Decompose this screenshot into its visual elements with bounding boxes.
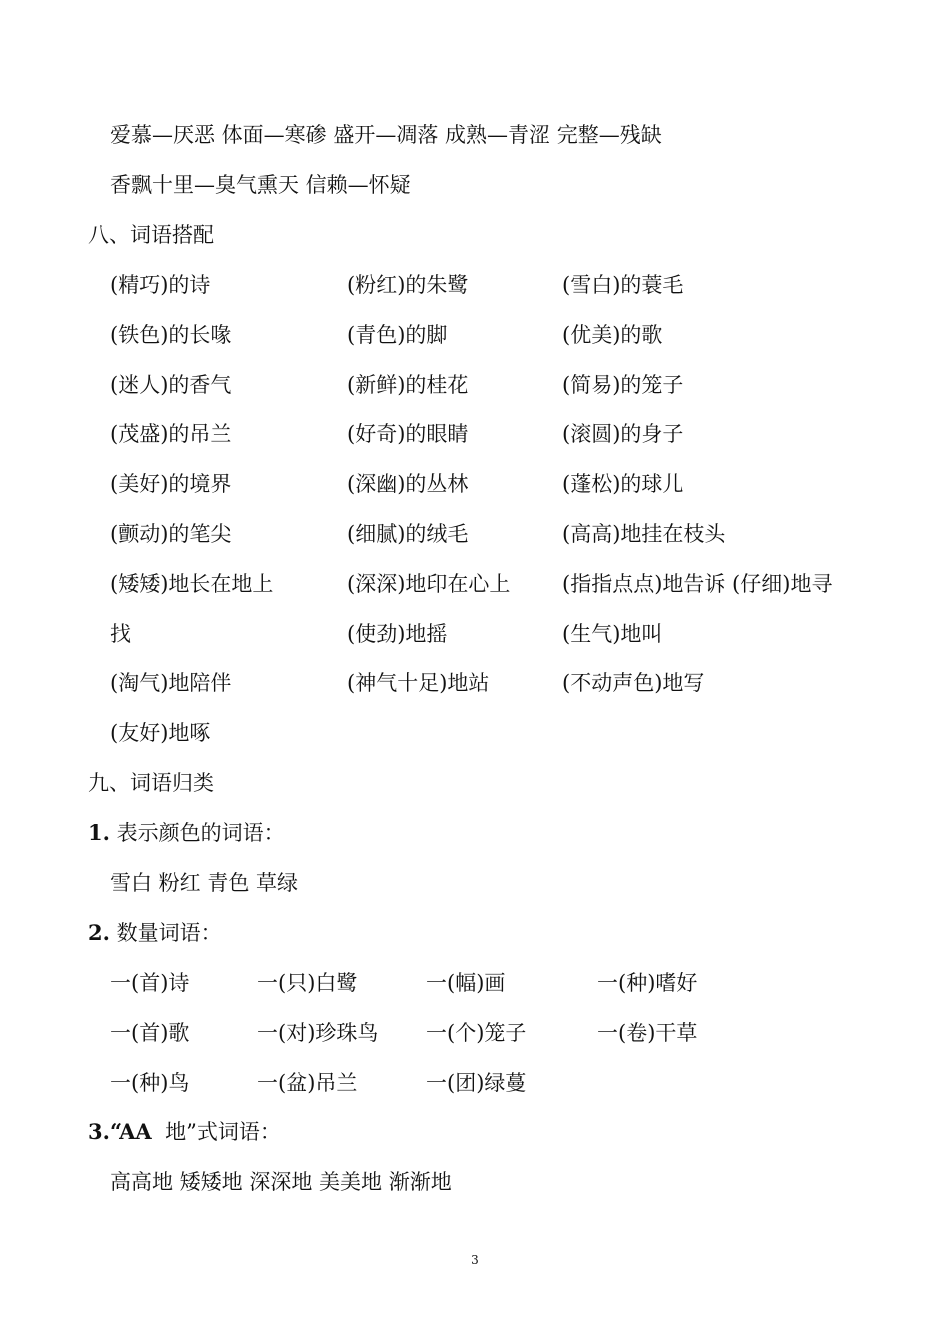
- quantity-word: 一(种)鸟: [110, 1071, 190, 1095]
- quantity-word: 一(首)歌: [110, 1021, 190, 1045]
- collocation-cell: (铁色)的长喙: [110, 323, 232, 347]
- collocation-cell: (新鲜)的桂花: [347, 373, 469, 397]
- page-number: 3: [471, 1253, 479, 1267]
- item-3-number: 3.: [88, 1119, 110, 1144]
- item-1-number: 1.: [88, 820, 110, 845]
- aa-words: 高高地 矮矮地 深深地 美美地 渐渐地: [110, 1170, 452, 1194]
- item-3-label: 地”式词语：: [165, 1120, 281, 1144]
- collocation-cell: (美好)的境界: [110, 472, 232, 496]
- collocation-cell: (深深)地印在心上: [347, 572, 511, 596]
- collocation-cell: (神气十足)地站: [347, 671, 490, 695]
- collocation-cell: (青色)的脚: [347, 323, 448, 347]
- collocation-cell: (滚圆)的身子: [562, 422, 684, 446]
- collocation-cell: (优美)的歌: [562, 323, 663, 347]
- quantity-word: 一(盆)吊兰: [257, 1071, 358, 1095]
- item-3-quote-open: “: [109, 1119, 120, 1144]
- quantity-word: 一(团)绿蔓: [426, 1071, 527, 1095]
- color-words: 雪白 粉红 青色 草绿: [110, 871, 299, 895]
- item-2-label: 数量词语：: [116, 921, 222, 945]
- item-1-label: 表示颜色的词语：: [116, 821, 285, 845]
- item-2-number: 2.: [88, 920, 110, 945]
- quantity-word: 一(只)白鹭: [257, 971, 358, 995]
- item-1-title: [88, 819, 285, 847]
- item-3-aa: AA: [119, 1119, 152, 1144]
- antonym-line-2: 香飘十里—臭气熏天 信赖—怀疑: [110, 173, 411, 197]
- collocation-cell: (细腻)的绒毛: [347, 522, 469, 546]
- section-8-heading: 八、词语搭配: [88, 223, 214, 247]
- collocation-cell: (生气)地叫: [562, 622, 663, 646]
- quantity-word: 一(个)笼子: [426, 1021, 527, 1045]
- collocation-cell: (指指点点)地告诉 (仔细)地寻: [562, 572, 833, 596]
- quantity-word: 一(幅)画: [426, 971, 506, 995]
- collocation-cell: (粉红)的朱鹭: [347, 273, 469, 297]
- collocation-cell: (不动声色)地写: [562, 671, 705, 695]
- collocation-cell: (简易)的笼子: [562, 373, 684, 397]
- collocation-cell: (友好)地啄: [110, 721, 211, 745]
- quantity-word: 一(首)诗: [110, 971, 190, 995]
- collocation-cell: (矮矮)地长在地上: [110, 572, 274, 596]
- collocation-cell: (深幽)的丛林: [347, 472, 469, 496]
- section-9-heading: 九、词语归类: [88, 771, 214, 795]
- collocation-cell: (迷人)的香气: [110, 373, 232, 397]
- collocation-cell: (高高)地挂在枝头: [562, 522, 726, 546]
- quantity-word: 一(对)珍珠鸟: [257, 1021, 379, 1045]
- quantity-word: 一(卷)干草: [597, 1021, 698, 1045]
- collocation-cell: (精巧)的诗: [110, 273, 211, 297]
- antonym-line-1: 爱慕—厌恶 体面—寒碜 盛开—凋落 成熟—青涩 完整—残缺: [110, 123, 662, 147]
- collocation-cell: (蓬松)的球儿: [562, 472, 684, 496]
- collocation-cell: (淘气)地陪伴: [110, 671, 232, 695]
- collocation-cell: (雪白)的蓑毛: [562, 273, 684, 297]
- item-2-title: [88, 919, 222, 947]
- collocation-cell: (好奇)的眼睛: [347, 422, 469, 446]
- item-3-title: [88, 1118, 281, 1146]
- collocation-cell: 找: [110, 622, 131, 646]
- collocation-cell: (颤动)的笔尖: [110, 522, 232, 546]
- quantity-word: 一(种)嗜好: [597, 971, 698, 995]
- collocation-cell: (使劲)地摇: [347, 622, 448, 646]
- collocation-cell: (茂盛)的吊兰: [110, 422, 232, 446]
